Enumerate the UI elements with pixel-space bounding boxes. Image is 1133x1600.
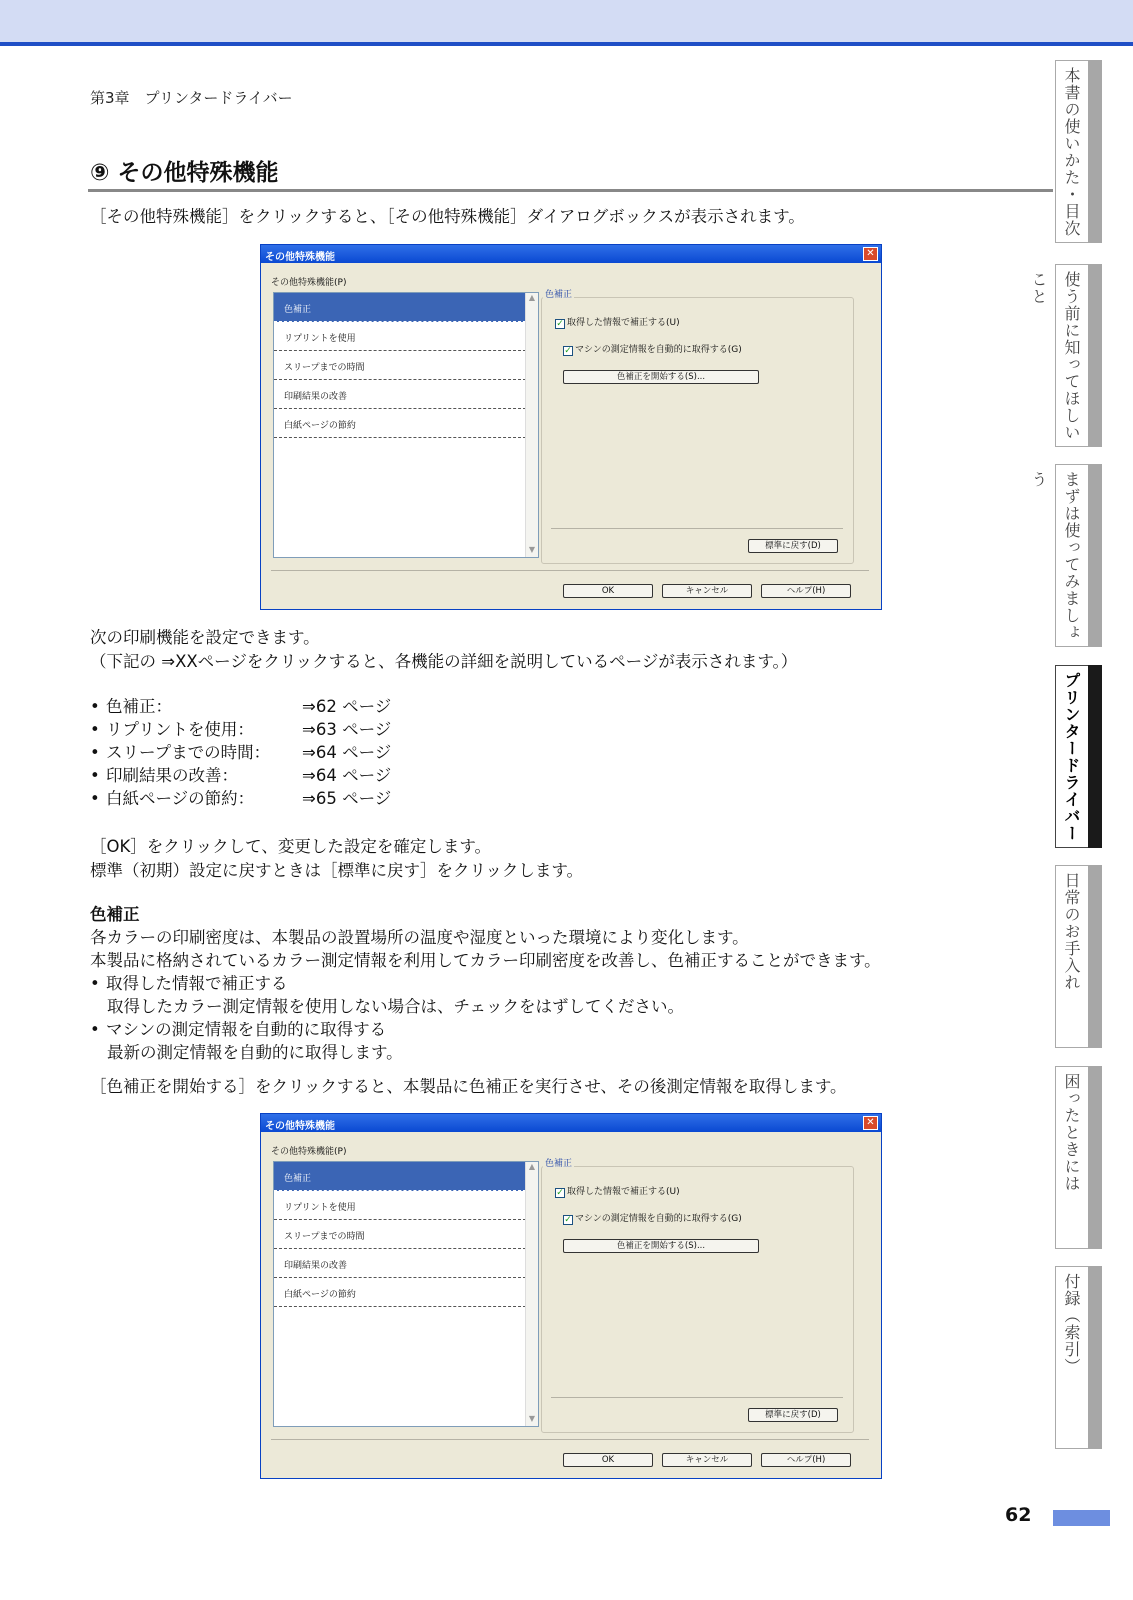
side-tab-printer-driver[interactable]	[1055, 665, 1110, 848]
close-icon[interactable]: ✕	[863, 1116, 878, 1130]
side-tab-appendix[interactable]	[1055, 1266, 1110, 1449]
cancel-button[interactable]: キャンセル	[662, 1453, 752, 1467]
help-button[interactable]: ヘルプ(H)	[761, 1453, 851, 1467]
feature-page-link[interactable]: ⇒65 ページ	[302, 789, 392, 808]
color-bullet-1	[90, 973, 288, 995]
side-tab-toc[interactable]	[1055, 60, 1110, 243]
dialog-list-label: その他特殊機能(P)	[271, 278, 347, 288]
cancel-button[interactable]: キャンセル	[662, 584, 752, 598]
side-tab-bar	[1088, 60, 1102, 243]
section-rule	[88, 189, 1053, 192]
page-number-bar	[1053, 1510, 1110, 1526]
side-tab-bar	[1088, 665, 1102, 848]
list-item[interactable]: 色補正	[274, 1162, 526, 1191]
para2-line1: ［OK］をクリックして、変更した設定を確定します。	[90, 837, 491, 856]
side-tab-bar	[1088, 1066, 1102, 1249]
dialog-divider	[271, 570, 869, 571]
check-auto-fetch[interactable]	[563, 342, 742, 356]
check-use-info[interactable]	[555, 315, 680, 329]
para1-line2: （下記の ⇒XXページをクリックすると、各機能の詳細を説明しているページが表示されます。）	[90, 652, 798, 671]
bullet-desc: 最新の測定情報を自動的に取得します。	[107, 1043, 403, 1062]
start-color-correction-button[interactable]: 色補正を開始する(S)...	[563, 370, 759, 384]
bullet-title: マシンの測定情報を自動的に取得する	[106, 1020, 387, 1039]
side-tab-label: 付録（索引）	[1055, 1266, 1088, 1449]
list-item[interactable]: スリープまでの時間	[274, 351, 526, 380]
bullet-glyph: •	[90, 1020, 100, 1039]
bullet-glyph: •	[90, 720, 100, 739]
dialog-title-bar	[261, 1114, 881, 1132]
feature-label: 色補正：	[106, 697, 172, 716]
side-tab-bar	[1088, 865, 1102, 1048]
top-accent-line	[0, 42, 1133, 46]
bullet-glyph: •	[90, 766, 100, 785]
bullet-title: 取得した情報で補正する	[106, 974, 288, 993]
feature-label: リプリントを使用：	[106, 720, 254, 739]
color-correction-group	[541, 1166, 854, 1433]
side-tab-label: 困ったときには	[1055, 1066, 1088, 1249]
dialog-title: その他特殊機能	[265, 252, 335, 263]
top-band	[0, 0, 1133, 42]
default-button[interactable]: 標準に戻す(D)	[748, 539, 838, 553]
group-label: 色補正	[543, 287, 574, 300]
list-scrollbar[interactable]	[525, 293, 538, 557]
side-tab-label: 使う前に知ってほしいこと	[1055, 264, 1088, 447]
section-title: ⑨ その他特殊機能	[90, 160, 279, 186]
feature-label: 白紙ページの節約：	[106, 789, 255, 808]
group-divider	[551, 1397, 843, 1398]
start-color-correction-button[interactable]: 色補正を開始する(S)...	[563, 1239, 759, 1253]
list-item[interactable]: リプリントを使用	[274, 322, 526, 351]
feature-bullet	[90, 696, 391, 718]
check-auto-fetch[interactable]	[563, 1211, 742, 1225]
scroll-up-icon[interactable]: ▲	[528, 1162, 536, 1171]
color-correction-group	[541, 297, 854, 564]
side-tab-label: プリンタードライバー	[1055, 665, 1088, 848]
side-tab-before-use[interactable]	[1029, 264, 1110, 447]
color-line2: 本製品に格納されているカラー測定情報を利用してカラー印刷密度を改善し、色補正することができます。	[90, 951, 881, 970]
side-tab-bar	[1088, 464, 1102, 647]
list-item[interactable]: 白紙ページの節約	[274, 409, 526, 438]
list-item[interactable]: 印刷結果の改善	[274, 380, 526, 409]
check-auto-fetch-label: マシンの測定情報を自動的に取得する(G)	[575, 345, 742, 355]
default-button[interactable]: 標準に戻す(D)	[748, 1408, 838, 1422]
para1-line1: 次の印刷機能を設定できます。	[90, 628, 320, 647]
bullet-glyph: •	[90, 789, 100, 808]
check-use-info-label: 取得した情報で補正する(U)	[567, 318, 680, 328]
help-button[interactable]: ヘルプ(H)	[761, 584, 851, 598]
side-tab-bar	[1088, 1266, 1102, 1449]
check-use-info[interactable]	[555, 1184, 680, 1198]
list-item[interactable]: 色補正	[274, 293, 526, 322]
feature-page-link[interactable]: ⇒64 ページ	[302, 743, 392, 762]
list-item[interactable]: 白紙ページの節約	[274, 1278, 526, 1307]
check-use-info-label: 取得した情報で補正する(U)	[567, 1187, 680, 1197]
close-icon[interactable]: ✕	[863, 247, 878, 261]
dialog-screenshot-2	[260, 1113, 882, 1479]
feature-bullet	[90, 742, 391, 764]
feature-page-link[interactable]: ⇒62 ページ	[302, 697, 392, 716]
scroll-up-icon[interactable]: ▲	[528, 293, 536, 302]
color-heading: 色補正	[90, 905, 140, 924]
feature-page-link[interactable]: ⇒63 ページ	[302, 720, 392, 739]
dialog-divider	[271, 1439, 869, 1440]
intro-text: ［その他特殊機能］をクリックすると、［その他特殊機能］ダイアログボックスが表示されます。	[90, 207, 805, 226]
color-line1: 各カラーの印刷密度は、本製品の設置場所の温度や湿度といった環境により変化します。	[90, 928, 749, 947]
side-tab-label: まずは使ってみましょう	[1055, 464, 1088, 647]
side-tab-label: 本書の使いかた・目次	[1055, 60, 1088, 243]
bullet-desc: 取得したカラー測定情報を使用しない場合は、チェックをはずしてください。	[107, 997, 685, 1016]
feature-list[interactable]	[273, 1161, 539, 1427]
para2-line2: 標準（初期）設定に戻すときは［標準に戻す］をクリックします。	[90, 861, 584, 880]
check-auto-fetch-label: マシンの測定情報を自動的に取得する(G)	[575, 1214, 742, 1224]
feature-bullet	[90, 788, 391, 810]
color-closing: ［色補正を開始する］をクリックすると、本製品に色補正を実行させ、その後測定情報を取得します。	[90, 1077, 847, 1096]
bullet-glyph: •	[90, 743, 100, 762]
page-number: 62	[1005, 1504, 1032, 1526]
side-tab-label: 日常のお手入れ	[1055, 865, 1088, 1048]
bullet-glyph: •	[90, 697, 100, 716]
list-scrollbar[interactable]	[525, 1162, 538, 1426]
list-item[interactable]: リプリントを使用	[274, 1191, 526, 1220]
side-tab-troubleshooting[interactable]	[1055, 1066, 1110, 1249]
feature-page-link[interactable]: ⇒64 ページ	[302, 766, 392, 785]
feature-list[interactable]	[273, 292, 539, 558]
bullet-glyph: •	[90, 974, 100, 993]
side-tab-bar	[1088, 264, 1102, 447]
feature-bullet	[90, 719, 391, 741]
color-bullet-2	[90, 1019, 386, 1041]
dialog-list-label: その他特殊機能(P)	[271, 1147, 347, 1157]
dialog-title: その他特殊機能	[265, 1121, 335, 1132]
ok-button[interactable]: OK	[563, 584, 653, 598]
side-tab-getting-started[interactable]	[1029, 464, 1110, 647]
feature-bullet	[90, 765, 391, 787]
scroll-down-icon[interactable]: ▼	[528, 545, 536, 554]
checkbox-icon[interactable]: ✓	[556, 319, 564, 329]
ok-button[interactable]: OK	[563, 1453, 653, 1467]
group-divider	[551, 528, 843, 529]
group-label: 色補正	[543, 1156, 574, 1169]
dialog-title-bar	[261, 245, 881, 263]
checkbox-icon[interactable]: ✓	[556, 1188, 564, 1198]
chapter-header: 第3章 プリンタードライバー	[90, 89, 293, 107]
feature-label: 印刷結果の改善：	[106, 766, 238, 785]
list-item[interactable]: スリープまでの時間	[274, 1220, 526, 1249]
dialog-screenshot-1	[260, 244, 882, 610]
list-item[interactable]: 印刷結果の改善	[274, 1249, 526, 1278]
side-tab-maintenance[interactable]	[1055, 865, 1110, 1048]
scroll-down-icon[interactable]: ▼	[528, 1414, 536, 1423]
checkbox-icon[interactable]: ✓	[564, 1215, 572, 1225]
feature-label: スリープまでの時間：	[106, 743, 271, 762]
checkbox-icon[interactable]: ✓	[564, 346, 572, 356]
